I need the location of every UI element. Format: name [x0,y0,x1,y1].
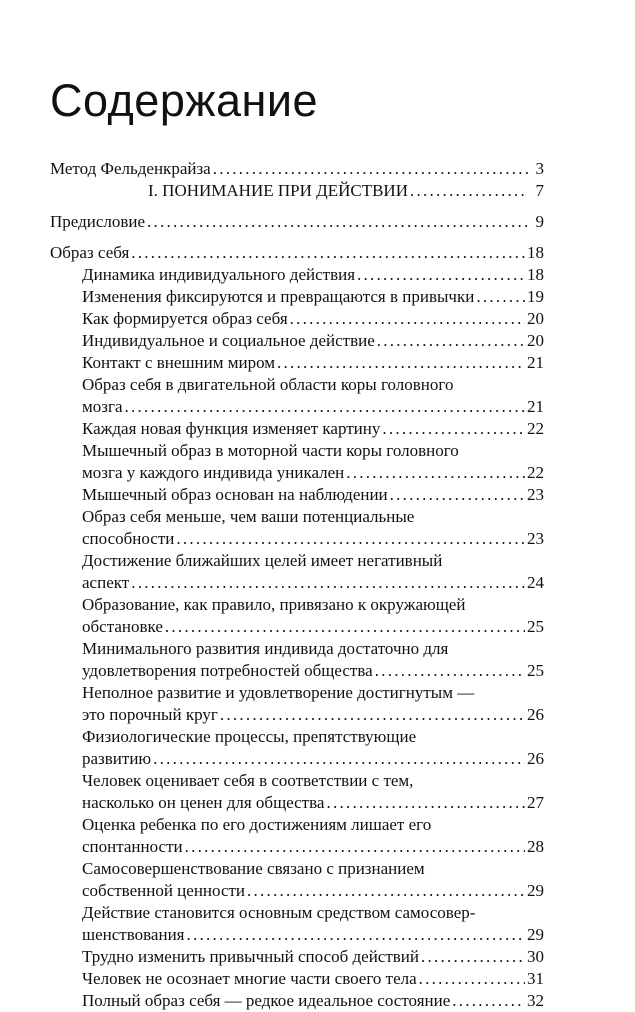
toc-entry-line [148,180,544,202]
toc-entry-title: Контакт с внешним миром [82,353,276,372]
toc-entry-title: мозга [82,397,123,416]
toc-entry [50,902,544,946]
toc-entry-title: Индивидуальное и социальное действие [82,331,375,350]
dot-leader [476,286,525,308]
dot-leader [165,616,525,638]
toc-entry [50,968,544,990]
toc-part-heading [50,180,544,202]
toc-entry-title: Достижение ближайших целей имеет негативный [82,551,443,570]
toc-entry-title: аспект [82,573,130,592]
toc-entry-line [82,572,544,594]
toc-entry-line [50,158,544,180]
dot-leader [421,946,525,968]
toc-entry-title: I. ПОНИМАНИЕ ПРИ ДЕЙСТВИИ [148,181,408,200]
dot-leader [377,330,525,352]
dot-leader [382,418,525,440]
toc-entry-line [82,880,544,902]
dot-leader [147,211,528,233]
toc-page-number: 9 [535,212,544,231]
toc-entry-line [82,814,544,836]
toc-entry-title: собственной ценности [82,881,246,900]
dot-leader [220,704,525,726]
toc-entry [50,506,544,550]
toc-page-number: 19 [527,287,544,306]
toc-page-number: 29 [527,925,544,944]
toc-entry-line [82,506,544,528]
toc-entry-title: это порочный круг [82,705,218,724]
toc-entry [50,946,544,968]
dot-leader [410,180,528,202]
toc-entry-line [50,211,544,233]
toc-entry-title: способности [82,529,175,548]
dot-leader [290,308,525,330]
toc-entry-title: удовлетворения потребностей общества [82,661,373,680]
toc-entry-title: спонтанности [82,837,183,856]
toc-entry-line [82,616,544,638]
toc-entry-line [82,792,544,814]
toc-entry-title: Трудно изменить привычный способ действий [82,947,420,966]
toc-entry [50,418,544,440]
dot-leader [419,968,525,990]
table-of-contents [50,158,544,1012]
toc-page-number: 29 [527,881,544,900]
toc-entry-title: насколько он ценен для общества [82,793,325,812]
toc-entry [50,330,544,352]
dot-leader [346,462,525,484]
toc-entry-title: Образование, как правило, привязано к окружающей [82,595,466,614]
dot-leader [131,242,525,264]
toc-entry-line [82,418,544,440]
toc-entry-line [82,902,544,924]
toc-page-number: 18 [527,265,544,284]
toc-entry-line [82,924,544,946]
toc-entry-title: Физиологические процессы, препятствующие [82,727,417,746]
toc-entry-title: Изменения фиксируются и превращаются в привычки [82,287,475,306]
toc-page-number: 26 [527,749,544,768]
toc-entry-line [82,440,544,462]
toc-entry-title: Полный образ себя — редкое идеальное состояние [82,991,451,1010]
toc-entry-title: Самосовершенствование связано с признанием [82,859,425,878]
toc-entry-line [82,352,544,374]
toc-entry-line [82,264,544,286]
dot-leader [247,880,525,902]
toc-entry [50,726,544,770]
toc-page-number: 30 [527,947,544,966]
toc-entry-title: Динамика индивидуального действия [82,265,356,284]
dot-leader [186,924,525,946]
page-title: Содержание [50,75,318,126]
toc-page-number: 26 [527,705,544,724]
toc-page-number: 22 [527,463,544,482]
toc-entry-title: Образ себя в двигательной области коры головного [82,375,454,394]
toc-entry-line [82,946,544,968]
toc-entry-title: Каждая новая функция изменяет картину [82,419,381,438]
toc-entry [50,990,544,1012]
toc-entry-line [82,748,544,770]
toc-entry-line [82,308,544,330]
toc-entry [50,638,544,682]
toc-entry-title: развитию [82,749,152,768]
toc-entry-line [82,330,544,352]
toc-entry-title: Метод Фельденкрайза [50,159,211,178]
toc-entry-title: шенствования [82,925,185,944]
toc-entry-title: Человек оценивает себя в соответствии с тем, [82,771,414,790]
toc-page-number: 28 [527,837,544,856]
toc-entry-line [82,660,544,682]
toc-entry-title: Человек не осознает многие части своего тела [82,969,417,988]
toc-entry [50,858,544,902]
toc-entry-title: Образ себя [50,243,130,262]
toc-entry-title: Как формируется образ себя [82,309,288,328]
toc-page-number: 21 [527,397,544,416]
toc-entry-title: Минимального развития индивида достаточно для [82,639,449,658]
dot-leader [153,748,525,770]
toc-entry-title: Образ себя меньше, чем ваши потенциальные [82,507,415,526]
toc-page-number: 7 [535,181,544,200]
toc-entry [50,308,544,330]
toc-entry [50,374,544,418]
toc-page-number: 3 [535,159,544,178]
dot-leader [131,572,525,594]
toc-page-number: 32 [527,991,544,1010]
toc-entry [50,286,544,308]
toc-entry [50,814,544,858]
toc-page-number: 18 [527,243,544,262]
toc-entry [50,770,544,814]
toc-entry-title: обстановке [82,617,163,636]
toc-entry [50,440,544,484]
toc-page-number: 21 [527,353,544,372]
toc-entry-line [82,550,544,572]
toc-page-number: 22 [527,419,544,438]
toc-entry-title: Мышечный образ основан на наблюдении [82,485,388,504]
toc-entry [50,352,544,374]
toc-entry-line [82,770,544,792]
toc-entry-line [82,462,544,484]
toc-entry-title: Действие становится основным средством самосовер- [82,903,476,922]
toc-page-number: 25 [527,617,544,636]
dot-leader [176,528,525,550]
dot-leader [375,660,525,682]
toc-entry-line [82,858,544,880]
toc-entry [50,594,544,638]
toc-entry-line [82,704,544,726]
dot-leader [326,792,525,814]
toc-entry-line [82,682,544,704]
toc-entry-title: Неполное развитие и удовлетворение достигнутым — [82,683,475,702]
dot-leader [125,396,526,418]
toc-entry-line [82,990,544,1012]
toc-entry [50,484,544,506]
toc-page-number: 25 [527,661,544,680]
toc-entry [50,211,544,233]
toc-entry [50,550,544,594]
toc-page-number: 24 [527,573,544,592]
toc-entry-line [82,374,544,396]
toc-entry [50,264,544,286]
toc-entry-title: Оценка ребенка по его достижениям лишает его [82,815,432,834]
toc-entry-title: Мышечный образ в моторной части коры головного [82,441,459,460]
toc-page-number: 20 [527,331,544,350]
toc-entry-line [82,968,544,990]
dot-leader [277,352,525,374]
toc-entry-line [82,726,544,748]
dot-leader [185,836,525,858]
toc-entry-line [82,594,544,616]
toc-page-number: 23 [527,529,544,548]
toc-entry-line [82,396,544,418]
dot-leader [452,990,525,1012]
dot-leader [213,158,528,180]
dot-leader [357,264,525,286]
toc-entry-line [82,836,544,858]
toc-entry-title: Предисловие [50,212,146,231]
toc-page-number: 27 [527,793,544,812]
dot-leader [390,484,525,506]
toc-page-number: 20 [527,309,544,328]
toc-entry-line [82,528,544,550]
toc-entry-title: мозга у каждого индивида уникален [82,463,345,482]
toc-entry-line [50,242,544,264]
toc-entry-line [82,638,544,660]
toc-entry-line [82,484,544,506]
toc-page-number: 23 [527,485,544,504]
toc-entry [50,158,544,180]
toc-entry [50,242,544,264]
toc-entry-line [82,286,544,308]
toc-page-number: 31 [527,969,544,988]
toc-entry [50,682,544,726]
